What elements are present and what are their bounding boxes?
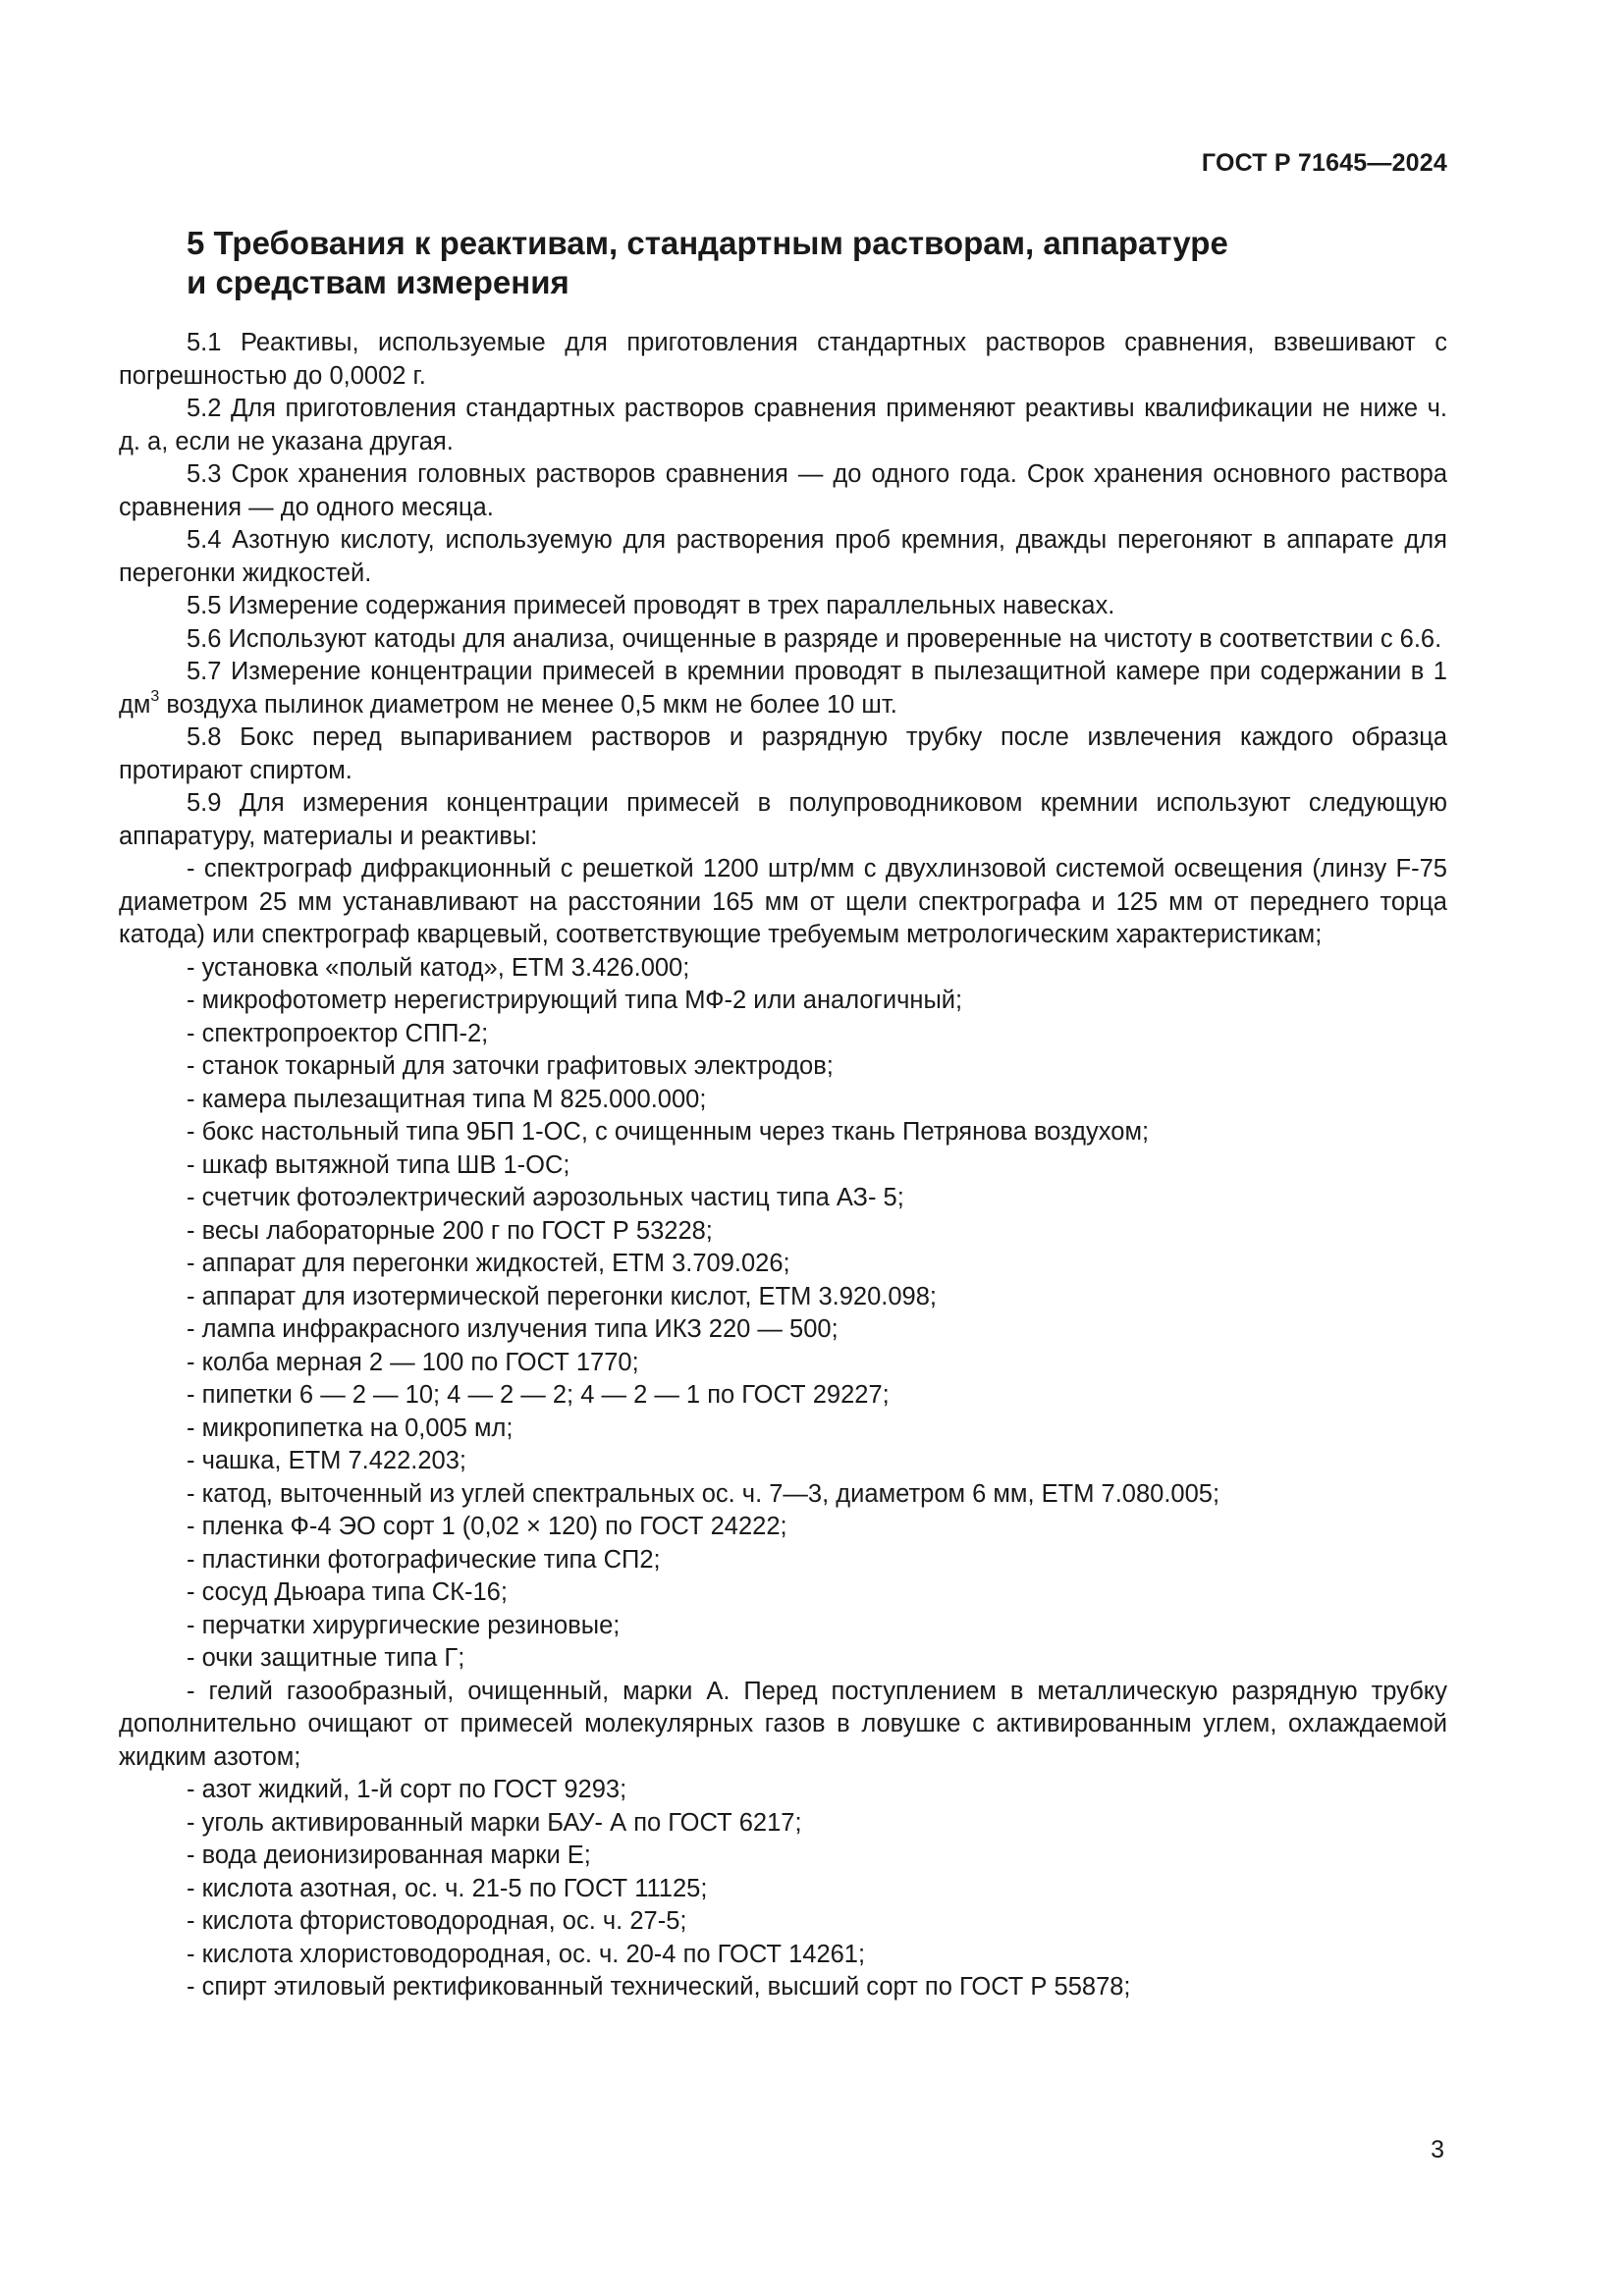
superscript-cubic: 3: [150, 688, 160, 705]
list-item: - станок токарный для заточки графитовых электродов;: [187, 1052, 834, 1080]
paragraph-5-6: 5.6 Используют катоды для анализа, очищенные в разряде и проверенные на чистоту в соответствии с 6.6.: [187, 624, 1442, 653]
list-item: - очки защитные типа Г;: [187, 1644, 465, 1672]
list-item: - установка «полый катод», ЕТМ 3.426.000;: [187, 953, 690, 982]
list-item: - камера пылезащитная типа М 825.000.000;: [187, 1085, 707, 1113]
list-item: - микропипетка на 0,005 мл;: [187, 1414, 514, 1442]
section-title-line-2: и средствам измерения: [187, 264, 569, 300]
list-item: - азот жидкий, 1-й сорт по ГОСТ 9293;: [187, 1776, 627, 1803]
section-title: [187, 224, 1267, 302]
list-item: - вода деионизированная марки Е;: [187, 1842, 591, 1869]
paragraph-5-7-text-start: 5.7 Измерение концентрации примесей в кремнии проводят в пылезащитной камере при содержании в 1 дм: [119, 658, 1447, 719]
list-item: - пластинки фотографические типа СП2;: [187, 1545, 661, 1574]
list-item: - счетчик фотоэлектрический аэрозольных частиц типа АЗ- 5;: [187, 1184, 904, 1211]
list-item-helium: - гелий газообразный, очищенный, марки А. Перед поступлением в металлическую разрядную трубку дополнительно очищают от примесей молекулярных газов в ловушке с активированным углем, охлаждаемой жидким азотом;: [119, 1677, 1447, 1771]
document-code-header: ГОСТ Р 71645—2024: [1201, 149, 1447, 177]
document-body: [119, 327, 1447, 2004]
list-item: - катод, выточенный из углей спектральных ос. ч. 7—3, диаметром 6 мм, ЕТМ 7.080.005;: [187, 1479, 1220, 1508]
page-number: 3: [1431, 2136, 1444, 2163]
list-item: - чашка, ЕТМ 7.422.203;: [187, 1447, 467, 1474]
paragraph-5-1: 5.1 Реактивы, используемые для приготовления стандартных растворов сравнения, взвешивают с погрешностью до 0,0002 г.: [119, 329, 1447, 390]
materials-list: [119, 1774, 1447, 2004]
list-item: - кислота азотная, ос. ч. 21-5 по ГОСТ 11125;: [187, 1874, 708, 1902]
equipment-list: [119, 952, 1447, 1676]
list-item-spectrograph: - спектрограф дифракционный с решеткой 1200 штр/мм с двухлинзовой системой освещения (линзу F-75 диаметром 25 мм устанавливают на расстоянии 165 мм от щели спектрографа и 125 мм от переднего торца катода) или спектрограф кварцевый, соответствующие требуемым метрологическим характеристикам;: [119, 855, 1447, 948]
list-item: - весы лабораторные 200 г по ГОСТ Р 53228;: [187, 1216, 713, 1245]
paragraph-5-3: 5.3 Срок хранения головных растворов сравнения — до одного года. Срок хранения основного раствора сравнения — до одного месяца.: [119, 460, 1447, 521]
paragraph-5-4: 5.4 Азотную кислоту, используемую для растворения проб кремния, дважды перегоняют в аппарате для перегонки жидкостей.: [119, 526, 1447, 587]
list-item: - пленка Ф-4 ЭО сорт 1 (0,02 × 120) по ГОСТ 24222;: [187, 1513, 787, 1540]
list-item: - колба мерная 2 — 100 по ГОСТ 1770;: [187, 1348, 639, 1376]
paragraph-5-5: 5.5 Измерение содержания примесей проводят в трех параллельных навесках.: [187, 592, 1115, 619]
list-item: - кислота фтористоводородная, ос. ч. 27-5;: [187, 1907, 687, 1935]
list-item: - микрофотометр нерегистрирующий типа МФ-2 или аналогичный;: [187, 987, 963, 1014]
list-item: - пипетки 6 — 2 — 10; 4 — 2 — 2; 4 — 2 — 1 по ГОСТ 29227;: [187, 1381, 890, 1409]
paragraph-5-7: [119, 656, 1447, 721]
list-item: - кислота хлористоводородная, ос. ч. 20-4 по ГОСТ 14261;: [187, 1940, 866, 1968]
list-item: - перчатки хирургические резиновые;: [187, 1611, 621, 1639]
paragraph-5-2: 5.2 Для приготовления стандартных растворов сравнения применяют реактивы квалификации не ниже ч. д. а, если не указана другая.: [119, 395, 1447, 455]
list-item: - аппарат для перегонки жидкостей, ЕТМ 3.709.026;: [187, 1250, 790, 1277]
paragraph-5-7-text-end: воздуха пылинок диаметром не менее 0,5 мкм не более 10 шт.: [159, 690, 897, 719]
list-item: - бокс настольный типа 9БП 1-ОС, с очищенным через ткань Петрянова воздухом;: [187, 1118, 1150, 1146]
list-item: - лампа инфракрасного излучения типа ИКЗ 220 — 500;: [187, 1315, 839, 1343]
list-item: - уголь активированный марки БАУ- А по ГОСТ 6217;: [187, 1808, 802, 1837]
section-title-line-1: 5 Требования к реактивам, стандартным растворам, аппаратуре: [187, 225, 1228, 261]
paragraph-5-9: 5.9 Для измерения концентрации примесей в полупроводниковом кремнии используют следующую аппаратуру, материалы и реактивы:: [119, 789, 1447, 850]
list-item: - спирт этиловый ректификованный технический, высший сорт по ГОСТ Р 55878;: [187, 1973, 1131, 2001]
list-item: - шкаф вытяжной типа ШВ 1-ОС;: [187, 1150, 570, 1179]
list-item: - сосуд Дьюара типа СК-16;: [187, 1578, 508, 1606]
list-item: - спектропроектор СПП-2;: [187, 1019, 489, 1047]
list-item: - аппарат для изотермической перегонки кислот, ЕТМ 3.920.098;: [187, 1282, 937, 1310]
paragraph-5-8: 5.8 Бокс перед выпариванием растворов и разрядную трубку после извлечения каждого образца протирают спиртом.: [119, 723, 1447, 784]
